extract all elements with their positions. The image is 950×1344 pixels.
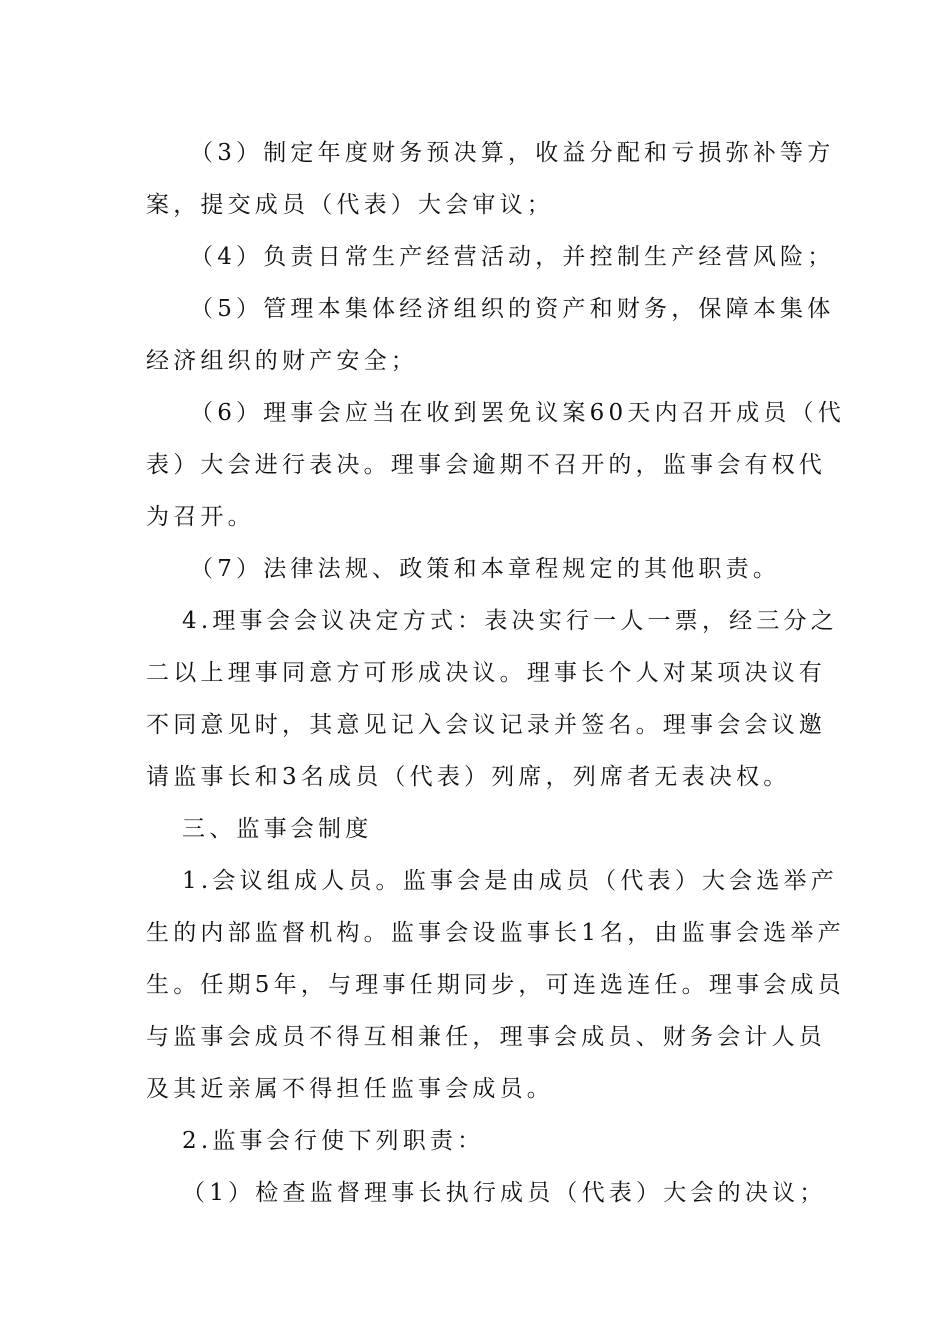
text-line: 生的内部监督机构。监事会设监事长1名，由监事会选举产: [146, 920, 845, 946]
text-line: 为召开。: [146, 504, 255, 530]
text-line: 请监事长和3名成员（代表）列席，列席者无表决权。: [146, 764, 791, 790]
text-line: 4.理事会会议决定方式：表决实行一人一票，经三分之: [182, 608, 838, 634]
text-line: 二以上理事同意方可形成决议。理事长个人对某项决议有: [146, 660, 826, 686]
document-body: [146, 127, 845, 1219]
text-line: （1）检查监督理事长执行成员（代表）大会的决议；: [182, 1180, 827, 1206]
text-line: （3）制定年度财务预决算，收益分配和亏损弥补等方: [190, 140, 835, 166]
section-heading: 三、监事会制度: [182, 816, 373, 842]
text-line: 案，提交成员（代表）大会审议；: [146, 192, 554, 218]
text-line: 生。任期5年，与理事任期同步，可连选连任。理事会成员: [146, 972, 845, 998]
text-line: （7）法律法规、政策和本章程规定的其他职责。: [190, 556, 781, 582]
text-line: （5）管理本集体经济组织的资产和财务，保障本集体: [190, 296, 835, 322]
text-line: （4）负责日常生产经营活动，并控制生产经营风险；: [190, 244, 835, 270]
text-line: 经济组织的财产安全；: [146, 348, 418, 374]
text-line: 2.监事会行使下列职责：: [182, 1128, 485, 1154]
text-line: 1.会议组成人员。监事会是由成员（代表）大会选举产: [182, 868, 838, 894]
text-line: 与监事会成员不得互相兼任，理事会成员、财务会计人员: [146, 1024, 826, 1050]
text-line: 不同意见时，其意见记入会议记录并签名。理事会会议邀: [146, 712, 826, 738]
text-line: 及其近亲属不得担任监事会成员。: [146, 1076, 554, 1102]
text-line: （6）理事会应当在收到罢免议案60天内召开成员（代: [190, 400, 845, 426]
text-line: 表）大会进行表决。理事会逾期不召开的，监事会有权代: [146, 452, 826, 478]
